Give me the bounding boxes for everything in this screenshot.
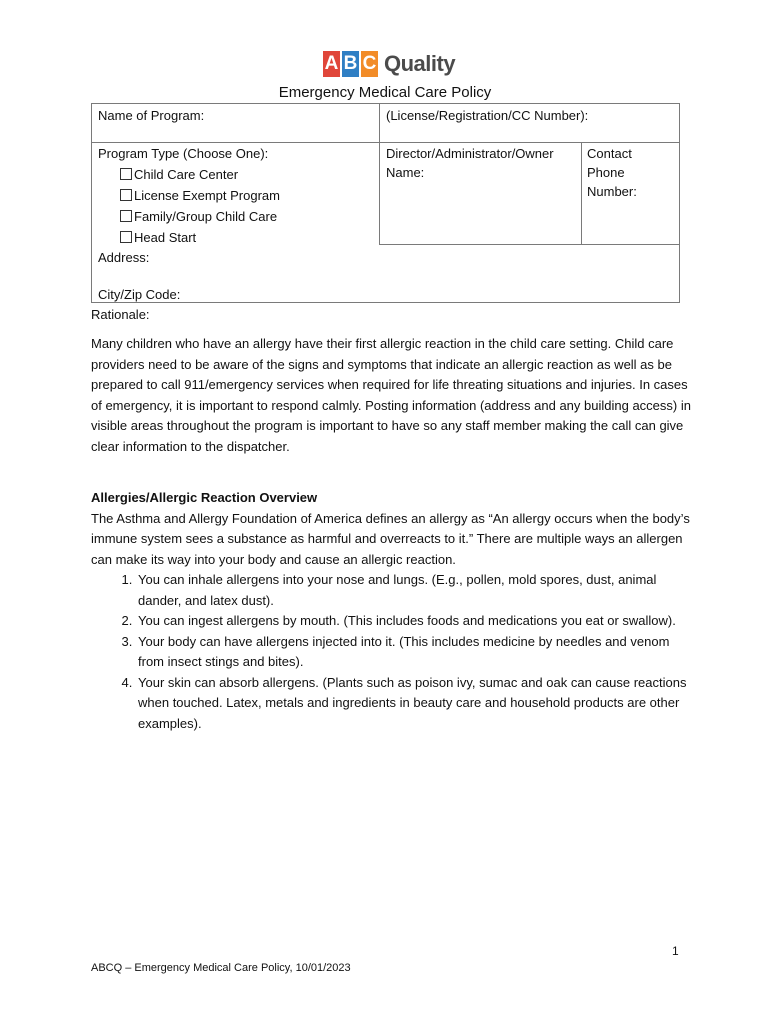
checkbox-icon[interactable] [120,210,132,222]
option-child-care-center[interactable]: Child Care Center [120,165,238,184]
checkbox-icon[interactable] [120,231,132,243]
list-item: 1. You can inhale allergens into your nose and lungs. (E.g., pollen, mold spores, dust, animal dander, and latex dust). [136,570,691,611]
logo-letter-b: B [342,51,359,77]
option-license-exempt-program[interactable]: License Exempt Program [120,186,280,205]
city-zip-label: City/Zip Code: [98,287,181,302]
address-label: Address: [98,250,150,265]
allergies-overview-section [91,488,691,734]
option-head-start[interactable]: Head Start [120,228,196,247]
checkbox-icon[interactable] [120,189,132,201]
abc-quality-logo [323,50,455,78]
logo-word: Quality [384,51,456,76]
option-family-group-child-care[interactable]: Family/Group Child Care [120,207,277,226]
section-heading: Allergies/Allergic Reaction Overview [91,490,318,505]
overview-intro: The Asthma and Allergy Foundation of America defines an allergy as “An allergy occurs when the body’s immune system sees a substance as harmful and overreacts to it.” There are multiple ways an allergen can make its way into your body and cause an allergic reaction. [91,510,690,567]
logo-letter-c: C [361,51,378,77]
page-number: 1 [672,944,679,958]
list-item: 3. Your body can have allergens injected into it. (This includes medicine by needles and venom from insect stings and bites). [136,632,691,673]
list-item: 4. Your skin can absorb allergens. (Plants such as poison ivy, sumac and oak can cause reactions when touched. Latex, metals and ingredients in beauty care and household products are other examples). [136,673,691,735]
footer-text: ABCQ – Emergency Medical Care Policy, 10/01/2023 [91,962,351,974]
contact-phone-label: Contact Phone Number: [587,146,637,199]
license-number-label: (License/Registration/CC Number): [386,108,589,123]
allergen-routes-list [91,570,691,734]
document-title: Emergency Medical Care Policy [278,84,492,101]
rationale-label: Rationale: [91,307,150,322]
program-type-label: Program Type (Choose One): [98,146,269,161]
director-name-label: Director/Administrator/Owner Name: [386,146,554,180]
rationale-paragraph: Many children who have an allergy have their first allergic reaction in the child care setting. Child care providers need to be aware of the signs and symptoms that indicate an allergic reaction as well as be prepared to call 911/emergency services when required for life threating situations and injuries. In cases of emergency, it is important to respond calmly. Posting information (address and any building access) in visible areas throughout the program is important to have so any staff member making the call can give clear information to the dispatcher. [91,336,691,454]
list-item: 2. You can ingest allergens by mouth. (This includes foods and medications you eat or swallow). [136,611,691,632]
name-of-program-label: Name of Program: [98,108,205,123]
logo-letter-a: A [323,51,340,77]
checkbox-icon[interactable] [120,168,132,180]
